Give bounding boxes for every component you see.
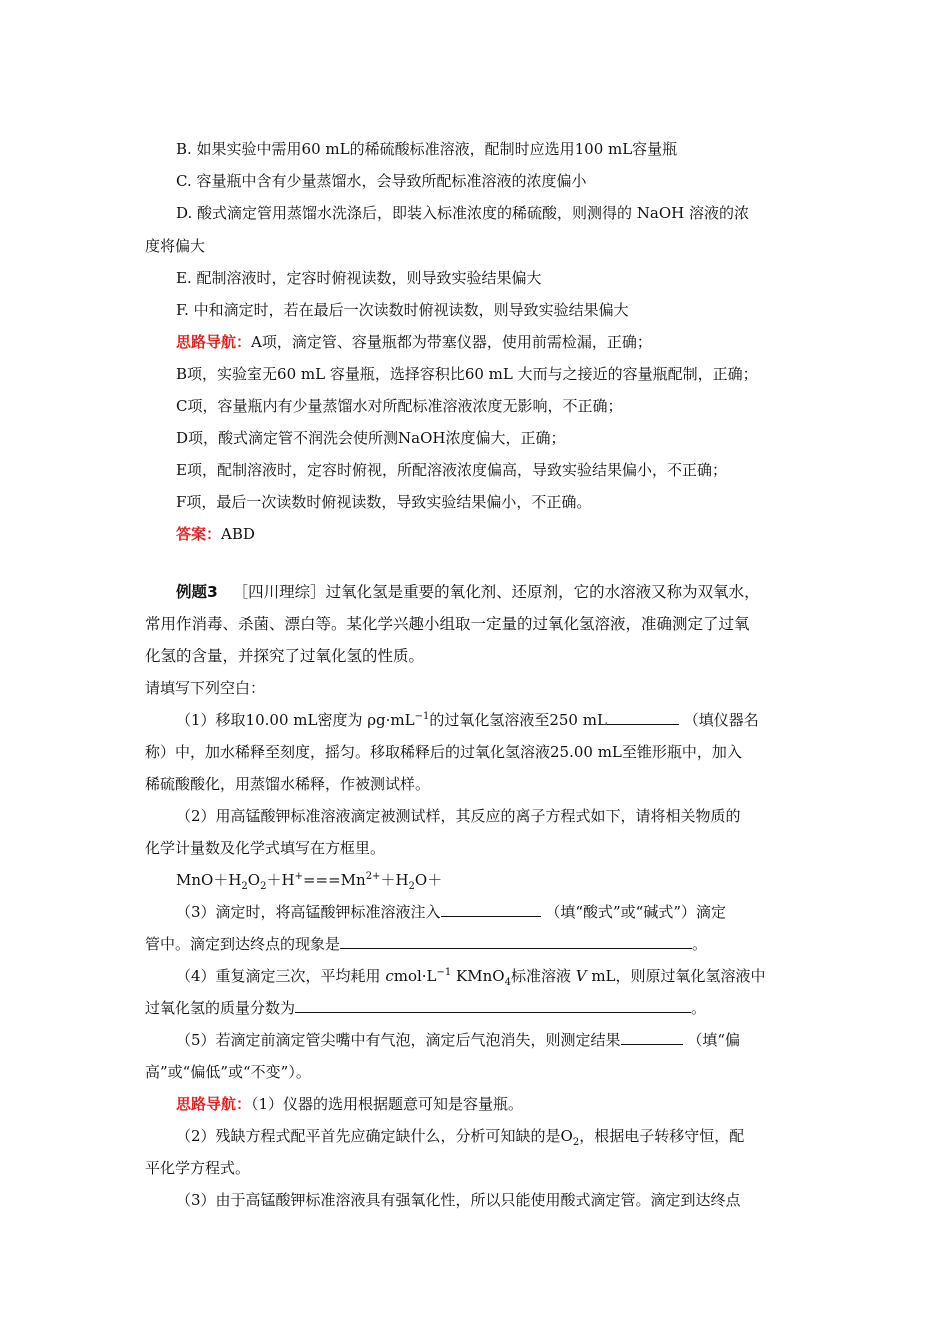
question1-line2: 称）中，加水稀释至刻度，摇匀。移取稀释后的过氧化氢溶液25.00 mL至锥形瓶中，加入	[145, 743, 742, 761]
option-f: F. 中和滴定时，若在最后一次读数时俯视读数，则导致实验结果偏大	[176, 301, 629, 319]
analysis1-e: E项，配制溶液时，定容时俯视，所配溶液浓度偏高，导致实验结果偏小，不正确；	[176, 461, 727, 479]
answer-blank-5[interactable]	[621, 1030, 683, 1045]
analysis2-line1: 思路导航：（1）仪器的选用根据题意可知是容量瓶。	[176, 1095, 524, 1113]
question1-line3: 稀硫酸酸化，用蒸馏水稀释，作被测试样。	[145, 775, 431, 793]
question5-line1: （5）若滴定前滴定管尖嘴中有气泡，滴定后气泡消失，则测定结果 （填“偏	[176, 1031, 740, 1049]
question4-line1: （4）重复滴定三次，平均耗用 $cmol\cdot L^{-1}$ KMnO$_4$标准溶液 V mL，则原过氧化氢溶液中	[176, 967, 766, 988]
question3-line1: （3）滴定时，将高锰酸钾标准溶液注入 （填“酸式”或“碱式”）滴定	[176, 903, 727, 921]
analysis2-line2: （2）残缺方程式配平首先应确定缺什么，分析可知缺的是$O_2$，根据电子转移守恒，配	[176, 1127, 745, 1148]
option-b: B. 如果实验中需用60 mL的稀硫酸标准溶液，配制时应选用100 mL容量瓶	[176, 140, 678, 158]
analysis-label: 思路导航：	[176, 333, 252, 351]
example-title: 例题3	[176, 583, 218, 601]
option-d-line1: D. 酸式滴定管用蒸馏水洗涤后，即装入标准浓度的稀硫酸，则测得的 NaOH 溶液的浓	[176, 204, 750, 222]
option-e: E. 配制溶液时，定容时俯视读数，则导致实验结果偏大	[176, 269, 542, 287]
answer-blank-1[interactable]	[607, 710, 679, 725]
analysis-label: 思路导航：	[176, 1095, 252, 1113]
answer-value: ABD	[221, 525, 255, 543]
option-c: C. 容量瓶中含有少量蒸馏水，会导致所配标准溶液的浓度偏小	[176, 172, 587, 190]
analysis2-line3: 平化学方程式。	[145, 1159, 251, 1177]
analysis1-b: B项，实验室无60 mL 容量瓶，选择容积比60 mL 大而与之接近的容量瓶配制，正确；	[176, 365, 758, 383]
example3-line2: 常用作消毒、杀菌、漂白等。某化学兴趣小组取一定量的过氧化氢溶液，准确测定了过氧	[145, 615, 750, 633]
analysis2-line4: （3）由于高锰酸钾标准溶液具有强氧化性，所以只能使用酸式滴定管。滴定到达终点	[176, 1191, 741, 1209]
question4-line2: 过氧化氢的质量分数为 。	[145, 999, 707, 1017]
question2-line2: 化学计量数及化学式填写在方框里。	[145, 839, 386, 857]
analysis1-d: D项，酸式滴定管不润洗会使所测NaOH浓度偏大，正确；	[176, 429, 566, 447]
answer1	[176, 524, 255, 544]
answer-blank-3[interactable]	[340, 934, 692, 949]
answer-label: 答案：	[176, 525, 222, 543]
example3-line1: 例题3 ［四川理综］过氧化氢是重要的氧化剂、还原剂，它的水溶液又称为双氧水，	[176, 583, 760, 601]
answer-blank-4[interactable]	[295, 998, 691, 1013]
analysis1-f: F项，最后一次读数时俯视读数，导致实验结果偏小，不正确。	[176, 493, 592, 511]
analysis1-c: C项，容量瓶内有少量蒸馏水对所配标准溶液浓度无影响，不正确；	[176, 397, 623, 415]
example3-line4: 请填写下列空白：	[145, 679, 266, 697]
equation: $MnO+H_2O_2+H^+===Mn^{2+}+H_2O+$	[176, 871, 443, 892]
question5-line2: 高”或“偏低”或“不变”）。	[145, 1063, 311, 1081]
answer-blank-2[interactable]	[441, 902, 541, 917]
example3-line3: 化氢的含量，并探究了过氧化氢的性质。	[145, 647, 425, 665]
question2-line1: （2）用高锰酸钾标准溶液滴定被测试样，其反应的离子方程式如下，请将相关物质的	[176, 807, 741, 825]
option-d-line2: 度将偏大	[145, 237, 206, 255]
question1-line1: （1）移取10.00 mL密度为 $\rho g\cdot mL^{-1}$的过氧化氢溶液至250 mL （填仪器名	[176, 711, 759, 729]
analysis1-a: 思路导航：A项，滴定管、容量瓶都为带塞仪器，使用前需检漏，正确；	[176, 333, 652, 351]
question3-line2: 管中。滴定到达终点的现象是 。	[145, 935, 708, 953]
